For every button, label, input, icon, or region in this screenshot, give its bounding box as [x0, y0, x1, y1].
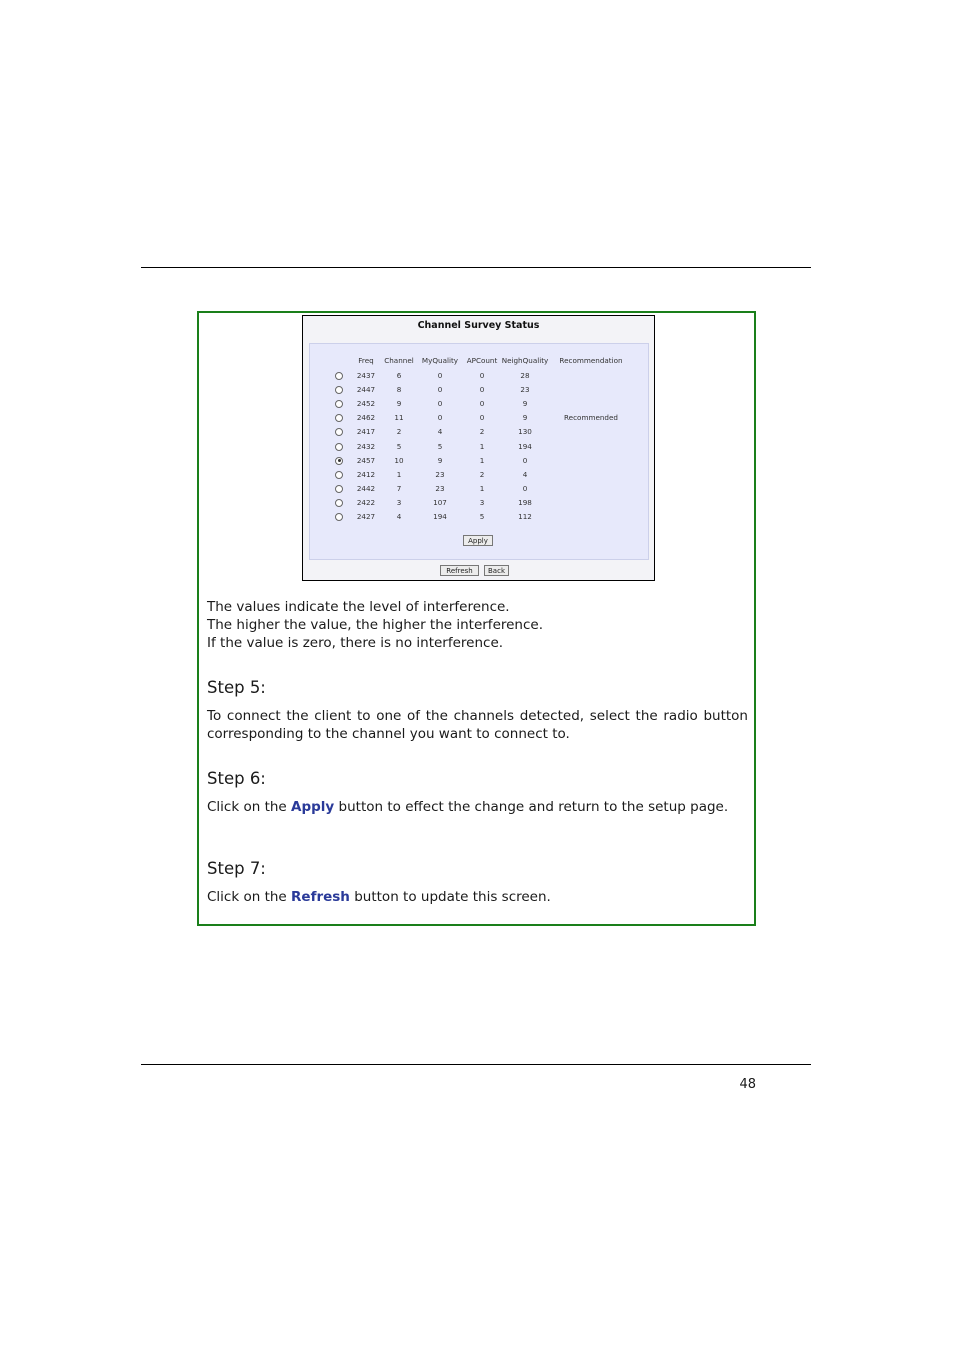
intro-text: [207, 598, 748, 652]
cell-channel: 2: [396, 427, 402, 437]
cell-recommendation: [550, 453, 632, 467]
cell-neigh-quality: 0: [522, 455, 528, 465]
cell-recommendation: [550, 496, 632, 510]
channel-radio[interactable]: [335, 428, 343, 436]
cell-ap-count: 0: [479, 398, 485, 408]
cell-recommendation: [550, 425, 632, 439]
channel-radio[interactable]: [335, 471, 343, 479]
footer-rule: [141, 1064, 811, 1065]
cell-ap-count: 0: [479, 384, 485, 394]
channel-survey-screenshot: [302, 315, 655, 581]
radio-cell: [328, 368, 350, 382]
table-row: [328, 396, 632, 410]
header-channel: Channel: [384, 356, 414, 365]
cell-ap-count: 1: [479, 441, 485, 451]
table-row: [328, 439, 632, 453]
survey-table: [328, 356, 632, 524]
intro-line: If the value is zero, there is no interference.: [207, 635, 504, 651]
cell-channel: 5: [396, 441, 402, 451]
cell-ap-count: 5: [479, 512, 485, 522]
cell-channel: 10: [394, 455, 404, 465]
cell-neigh-quality: 130: [518, 427, 532, 437]
step5-text: To connect the client to one of the channels detected, select the radio button corresponding to the channel you want to connect to.: [207, 708, 748, 742]
cell-recommendation: Recommended: [564, 413, 618, 423]
radio-cell: [328, 496, 350, 510]
cell-recommendation: [550, 368, 632, 382]
table-row: [328, 453, 632, 467]
header-apcount: APCount: [466, 356, 498, 365]
refresh-button[interactable]: Refresh: [440, 565, 479, 576]
cell-channel: 9: [396, 398, 402, 408]
radio-cell: [328, 396, 350, 410]
radio-cell: [328, 453, 350, 467]
cell-freq: 2442: [356, 484, 376, 494]
cell-ap-count: 2: [479, 469, 485, 479]
cell-neigh-quality: 0: [522, 484, 528, 494]
refresh-highlight: Refresh: [291, 889, 350, 905]
table-row: [328, 467, 632, 481]
survey-title: Channel Survey Status: [417, 320, 540, 331]
cell-my-quality: 23: [435, 484, 445, 494]
cell-channel: 8: [396, 384, 402, 394]
cell-my-quality: 0: [437, 370, 443, 380]
cell-freq: 2432: [356, 441, 376, 451]
cell-recommendation: [550, 396, 632, 410]
radio-cell: [328, 439, 350, 453]
step5-heading: Step 5:: [207, 678, 266, 697]
header-rule: [141, 267, 811, 268]
cell-my-quality: 4: [437, 427, 443, 437]
channel-radio[interactable]: [335, 457, 343, 465]
channel-radio[interactable]: [335, 400, 343, 408]
survey-header-row: [328, 356, 632, 368]
table-row: [328, 510, 632, 524]
channel-radio[interactable]: [335, 386, 343, 394]
cell-freq: 2447: [356, 384, 376, 394]
cell-ap-count: 1: [479, 455, 485, 465]
cell-my-quality: 107: [433, 498, 447, 508]
back-button[interactable]: Back: [484, 565, 509, 576]
cell-freq: 2457: [356, 455, 376, 465]
cell-my-quality: 23: [435, 469, 445, 479]
cell-neigh-quality: 9: [522, 398, 528, 408]
header-recommendation: Recommendation: [559, 356, 623, 365]
radio-cell: [328, 482, 350, 496]
step7-text: [207, 888, 748, 906]
cell-freq: 2427: [356, 512, 376, 522]
table-row: [328, 425, 632, 439]
apply-button[interactable]: Apply: [463, 535, 493, 546]
channel-radio[interactable]: [335, 499, 343, 507]
apply-highlight: Apply: [291, 799, 335, 815]
intro-line: The values indicate the level of interference.: [207, 599, 510, 615]
cell-my-quality: 0: [437, 413, 443, 423]
header-myquality: MyQuality: [421, 356, 459, 365]
cell-freq: 2412: [356, 469, 376, 479]
step7-post: button to update this screen.: [354, 889, 551, 905]
cell-ap-count: 1: [479, 484, 485, 494]
cell-neigh-quality: 4: [522, 469, 528, 479]
cell-ap-count: 0: [479, 413, 485, 423]
table-row: [328, 368, 632, 382]
channel-radio[interactable]: [335, 513, 343, 521]
cell-neigh-quality: 28: [520, 370, 530, 380]
header-neighquality: NeighQuality: [501, 356, 549, 365]
cell-ap-count: 0: [479, 370, 485, 380]
cell-freq: 2452: [356, 398, 376, 408]
step7-pre: Click on the: [207, 889, 287, 905]
cell-neigh-quality: 112: [518, 512, 532, 522]
cell-neigh-quality: 198: [518, 498, 532, 508]
channel-radio[interactable]: [335, 485, 343, 493]
step6-pre: Click on the: [207, 799, 287, 815]
step6-heading: Step 6:: [207, 769, 266, 788]
radio-cell: [328, 467, 350, 481]
channel-radio[interactable]: [335, 372, 343, 380]
cell-channel: 3: [396, 498, 402, 508]
cell-ap-count: 3: [479, 498, 485, 508]
channel-radio[interactable]: [335, 414, 343, 422]
cell-recommendation: [550, 382, 632, 396]
survey-rows: [328, 368, 632, 524]
cell-channel: 1: [396, 469, 402, 479]
cell-freq: 2422: [356, 498, 376, 508]
table-row: [328, 496, 632, 510]
cell-my-quality: 0: [437, 398, 443, 408]
content-frame: [197, 311, 756, 926]
radio-cell: [328, 411, 350, 425]
cell-my-quality: 9: [437, 455, 443, 465]
cell-recommendation: [550, 467, 632, 481]
step6-text: [207, 798, 748, 816]
cell-my-quality: 5: [437, 441, 443, 451]
cell-my-quality: 0: [437, 384, 443, 394]
radio-cell: [328, 425, 350, 439]
cell-my-quality: 194: [433, 512, 447, 522]
radio-cell: [328, 382, 350, 396]
channel-radio[interactable]: [335, 443, 343, 451]
cell-channel: 4: [396, 512, 402, 522]
cell-freq: 2417: [356, 427, 376, 437]
cell-neigh-quality: 9: [522, 413, 528, 423]
cell-channel: 7: [396, 484, 402, 494]
page-number: 48: [739, 1077, 756, 1092]
cell-channel: 11: [394, 413, 404, 423]
radio-column-header: [328, 356, 350, 368]
table-row: [328, 411, 632, 425]
cell-freq: 2462: [356, 413, 376, 423]
cell-neigh-quality: 23: [520, 384, 530, 394]
step6-post: button to effect the change and return to the setup page.: [338, 799, 729, 815]
cell-recommendation: [550, 482, 632, 496]
radio-cell: [328, 510, 350, 524]
cell-neigh-quality: 194: [518, 441, 532, 451]
table-row: [328, 482, 632, 496]
table-row: [328, 382, 632, 396]
cell-freq: 2437: [356, 370, 376, 380]
header-freq: Freq: [358, 356, 374, 365]
cell-channel: 6: [396, 370, 402, 380]
cell-recommendation: [550, 439, 632, 453]
survey-panel: [309, 343, 649, 560]
cell-ap-count: 2: [479, 427, 485, 437]
step7-heading: Step 7:: [207, 859, 266, 878]
intro-line: The higher the value, the higher the interference.: [207, 617, 544, 633]
cell-recommendation: [550, 510, 632, 524]
